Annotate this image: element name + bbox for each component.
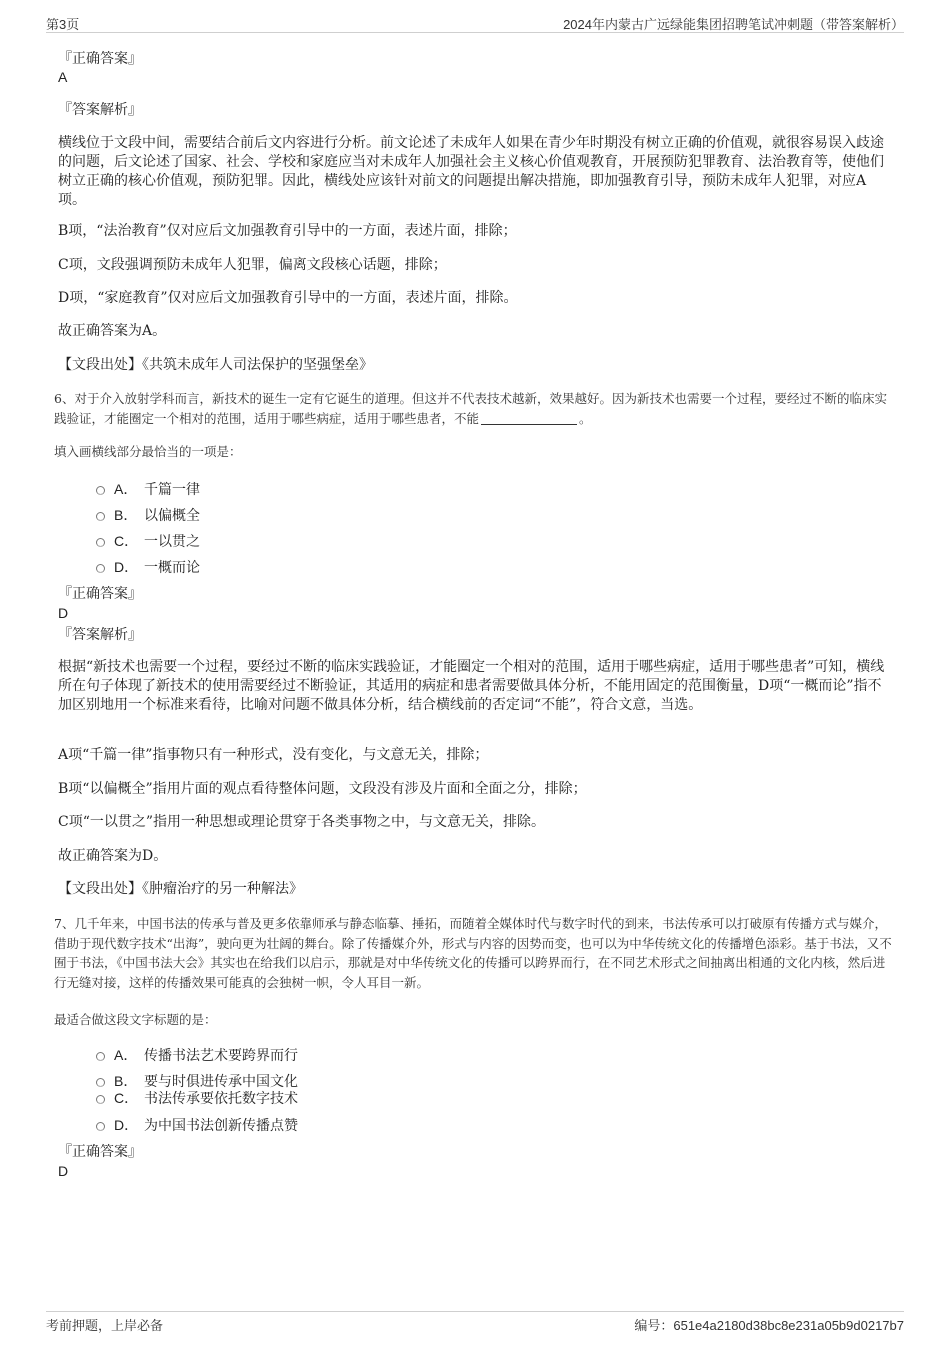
q6-source: 【文段出处】《肿瘤治疗的另一种解法》 xyxy=(58,881,303,897)
page-number: 第3页 xyxy=(46,17,80,32)
q6-analysis-label: 『答案解析』 xyxy=(58,627,142,643)
radio-button-icon[interactable] xyxy=(96,564,105,573)
radio-button-icon[interactable] xyxy=(96,486,105,495)
document-code xyxy=(634,1315,904,1334)
q6-answer: D xyxy=(58,605,69,621)
q6-analysis-a: A项“千篇一律”指事物只有一种形式，没有变化，与文意无关，排除； xyxy=(58,747,489,763)
q5-source: 【文段出处】《共筑未成年人司法保护的坚强堡垒》 xyxy=(58,357,373,373)
code-label: 编号： xyxy=(634,1318,674,1333)
q5-analysis-b: B项，“法治教育”仅对应后文加强教育引导中的一方面，表述片面，排除； xyxy=(58,223,517,239)
q5-answer: A xyxy=(58,69,68,85)
q6-stem xyxy=(54,389,894,428)
fill-blank-line xyxy=(481,412,577,425)
radio-button-icon[interactable] xyxy=(96,1122,105,1131)
option-text: 为中国书法创新传播点赞 xyxy=(144,1118,298,1134)
q7-option-a[interactable] xyxy=(96,1046,298,1065)
radio-button-icon[interactable] xyxy=(96,538,105,547)
q6-option-a[interactable] xyxy=(96,480,200,499)
radio-button-icon[interactable] xyxy=(96,1052,105,1061)
q5-conclusion: 故正确答案为A。 xyxy=(58,323,167,339)
option-text: 传播书法艺术要跨界而行 xyxy=(144,1048,298,1064)
radio-button-icon[interactable] xyxy=(96,512,105,521)
option-text: 一以贯之 xyxy=(144,534,200,550)
q6-analysis-b: B项“以偏概全”指用片面的观点看待整体问题，文段没有涉及片面和全面之分，排除； xyxy=(58,781,587,797)
option-letter: B． xyxy=(114,1073,138,1089)
option-letter: A． xyxy=(114,1047,138,1063)
q6-option-d[interactable] xyxy=(96,558,200,577)
q5-analysis-main: 横线位于文段中间，需要结合前后文内容进行分析。前文论述了未成年人如果在青少年时期没有树立正确的价值观，就很容易误入歧途的问题，后文论述了国家、社会、学校和家庭应当对未成年人加强社会主义核心价值观教育，开展预防犯罪教育、法治教育等，使他们树立正确的核心价值观，预防犯罪。因此，横线处应该针对前文的问题提出解决措施，即加强教育引导，预防未成年人犯罪，对应A项。 xyxy=(58,135,884,208)
q5-analysis-label: 『答案解析』 xyxy=(58,102,142,118)
q7-answer: D xyxy=(58,1163,69,1179)
option-letter: C． xyxy=(114,533,139,549)
q7-option-d[interactable] xyxy=(96,1116,298,1135)
page-footer xyxy=(46,1311,904,1333)
q7-prompt: 最适合做这段文字标题的是： xyxy=(54,1012,217,1027)
q6-conclusion: 故正确答案为D。 xyxy=(58,848,168,864)
q6-prompt: 填入画横线部分最恰当的一项是： xyxy=(54,444,242,459)
radio-button-icon[interactable] xyxy=(96,1095,105,1104)
q7-option-c[interactable] xyxy=(96,1089,298,1108)
q6-stem-end: 。 xyxy=(579,410,592,426)
option-letter: A． xyxy=(114,481,138,497)
option-text: 书法传承要依托数字技术 xyxy=(144,1091,298,1107)
option-letter: C． xyxy=(114,1090,139,1106)
q5-analysis-c: C项，文段强调预防未成年人犯罪，偏离文段核心话题，排除； xyxy=(58,257,447,273)
option-text: 要与时俱进传承中国文化 xyxy=(144,1074,298,1090)
q6-option-c[interactable] xyxy=(96,532,200,551)
code-value: 651e4a2180d38bc8e231a05b9d0217b7 xyxy=(673,1318,904,1333)
footer-note: 考前押题，上岸必备 xyxy=(46,1318,164,1333)
q6-option-b[interactable] xyxy=(96,506,200,525)
q6-stem-text: 6、对于介入放射学科而言，新技术的诞生一定有它诞生的道理。但这并不代表技术越新，效果越好。因为新技术也需要一个过程，要经过不断的临床实践验证，才能圈定一个相对的范围，适用于哪些病症，适用于哪些患者，不能 xyxy=(54,391,887,426)
radio-button-icon[interactable] xyxy=(96,1078,105,1087)
q6-analysis-main: 根据“新技术也需要一个过程，要经过不断的临床实践验证，才能圈定一个相对的范围，适用于哪些病症，适用于哪些患者”可知，横线所在句子体现了新技术的使用需要经过不断验证，其适用的病症和患者需要做具体分析，不能用固定的范围衡量，D项“一概而论”指不加区别地用一个标准来看待，比喻对问题不做具体分析，结合横线前的否定词“不能”，符合文意，当选。 xyxy=(58,659,885,713)
document-title: 2024年内蒙古广远绿能集团招聘笔试冲刺题（带答案解析） xyxy=(563,17,904,32)
q6-analysis-c: C项“一以贯之”指用一种思想或理论贯穿于各类事物之中，与文意无关，排除。 xyxy=(58,814,546,830)
q7-stem: 7、几千年来，中国书法的传承与普及更多依靠师承与静态临摹、捶拓，而随着全媒体时代与数字时代的到来，书法传承可以打破原有传播方式与媒介，借助于现代数字技术“出海”，驶向更为壮阔的舞台。除了传播媒介外，形式与内容的因势而变，也可以为中华传统文化的传播增色添彩。基于书法，又不囿于书法，《中国书法大会》其实也在给我们以启示，那就是对中华传统文化的传播可以跨界而行，在不同艺术形式之间抽离出相通的文化内核，然后进行无缝对接，这样的传播效果可能真的会独树一帜，令人耳目一新。 xyxy=(54,916,892,990)
option-text: 千篇一律 xyxy=(144,482,200,498)
option-letter: B． xyxy=(114,507,138,523)
option-letter: D． xyxy=(114,1117,139,1133)
q5-answer-label: 『正确答案』 xyxy=(58,51,142,67)
option-text: 一概而论 xyxy=(144,560,200,576)
option-text: 以偏概全 xyxy=(144,508,200,524)
page-header xyxy=(46,14,904,33)
q6-answer-label: 『正确答案』 xyxy=(58,586,142,602)
q7-answer-label: 『正确答案』 xyxy=(58,1144,142,1160)
q5-analysis-d: D项，“家庭教育”仅对应后文加强教育引导中的一方面，表述片面，排除。 xyxy=(58,290,518,306)
option-letter: D． xyxy=(114,559,139,575)
